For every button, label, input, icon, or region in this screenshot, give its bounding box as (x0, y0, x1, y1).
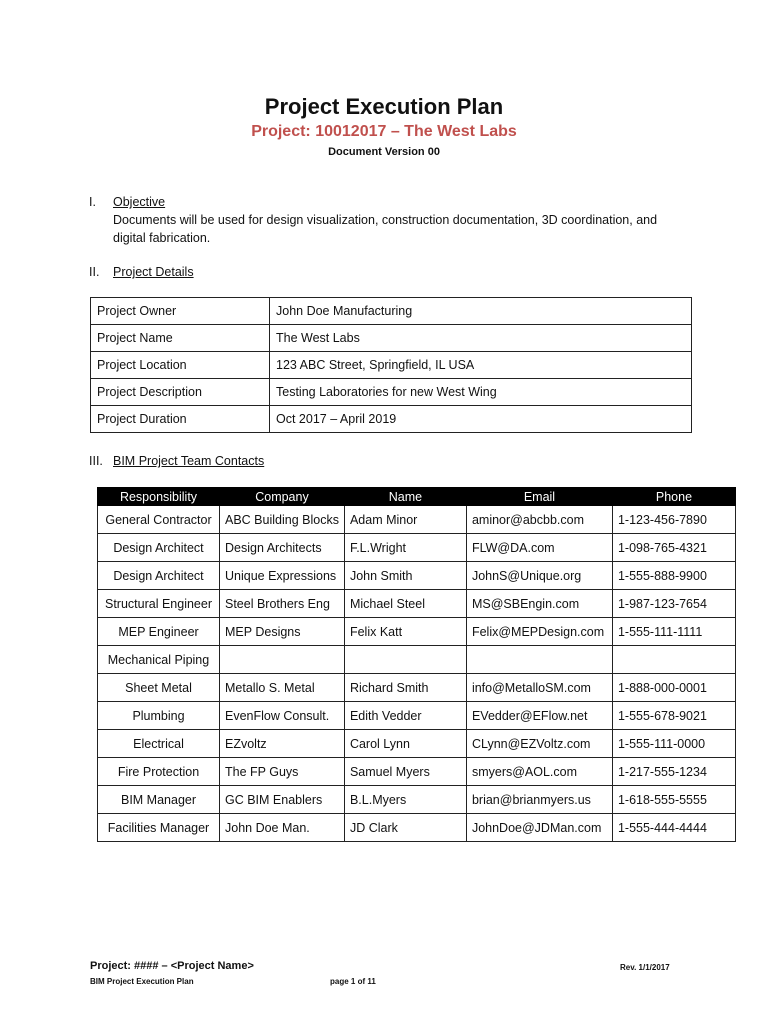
footer-page-number: page 1 of 11 (330, 977, 376, 986)
cell-company: John Doe Man. (220, 814, 345, 842)
detail-value: John Doe Manufacturing (270, 298, 692, 325)
cell-phone: 1-555-678-9021 (612, 702, 735, 730)
project-subtitle: Project: 10012017 – The West Labs (251, 123, 517, 140)
table-header-row (98, 488, 736, 506)
cell-phone: 1-217-555-1234 (612, 758, 735, 786)
section-number: I. (89, 195, 96, 209)
cell-name (344, 646, 466, 674)
cell-email: FLW@DA.com (466, 534, 612, 562)
cell-email: MS@SBEngin.com (466, 590, 612, 618)
cell-phone: 1-555-888-9900 (612, 562, 735, 590)
cell-responsibility: Sheet Metal (98, 674, 220, 702)
cell-email: CLynn@EZVoltz.com (466, 730, 612, 758)
cell-company: EZvoltz (220, 730, 345, 758)
table-row (91, 379, 692, 406)
cell-company: EvenFlow Consult. (220, 702, 345, 730)
cell-name: Richard Smith (344, 674, 466, 702)
cell-name: F.L.Wright (344, 534, 466, 562)
table-row (98, 618, 736, 646)
cell-company: Unique Expressions (220, 562, 345, 590)
detail-key: Project Name (91, 325, 270, 352)
table-row (98, 562, 736, 590)
cell-phone: 1-555-111-0000 (612, 730, 735, 758)
column-header-name: Name (344, 488, 466, 506)
column-header-email: Email (466, 488, 612, 506)
cell-responsibility: Plumbing (98, 702, 220, 730)
table-row (91, 406, 692, 433)
cell-responsibility: MEP Engineer (98, 618, 220, 646)
cell-email: aminor@abcbb.com (466, 506, 612, 534)
section-number: II. (89, 265, 100, 279)
cell-name: John Smith (344, 562, 466, 590)
section-objective-heading (89, 195, 165, 209)
table-row (98, 730, 736, 758)
detail-key: Project Description (91, 379, 270, 406)
table-row (91, 352, 692, 379)
detail-value: Testing Laboratories for new West Wing (270, 379, 692, 406)
cell-phone: 1-123-456-7890 (612, 506, 735, 534)
cell-phone (612, 646, 735, 674)
table-row (98, 702, 736, 730)
table-row (98, 534, 736, 562)
section-project-details-heading (89, 265, 194, 279)
detail-value: 123 ABC Street, Springfield, IL USA (270, 352, 692, 379)
cell-email: Felix@MEPDesign.com (466, 618, 612, 646)
cell-responsibility: Structural Engineer (98, 590, 220, 618)
cell-name: JD Clark (344, 814, 466, 842)
cell-phone: 1-555-444-4444 (612, 814, 735, 842)
cell-company: Metallo S. Metal (220, 674, 345, 702)
section-number: III. (89, 454, 103, 468)
cell-company: The FP Guys (220, 758, 345, 786)
detail-key: Project Location (91, 352, 270, 379)
cell-email (466, 646, 612, 674)
cell-responsibility: Fire Protection (98, 758, 220, 786)
cell-company: Design Architects (220, 534, 345, 562)
table-row (98, 674, 736, 702)
cell-email: EVedder@EFlow.net (466, 702, 612, 730)
page-title: Project Execution Plan (264, 94, 504, 119)
cell-name: Michael Steel (344, 590, 466, 618)
cell-name: Samuel Myers (344, 758, 466, 786)
cell-responsibility: Facilities Manager (98, 814, 220, 842)
footer-revision: Rev. 1/1/2017 (620, 963, 670, 972)
detail-value: Oct 2017 – April 2019 (270, 406, 692, 433)
cell-phone: 1-555-111-1111 (612, 618, 735, 646)
section-heading: Objective (113, 195, 166, 209)
detail-key: Project Owner (91, 298, 270, 325)
cell-company: MEP Designs (220, 618, 345, 646)
detail-value: The West Labs (270, 325, 692, 352)
cell-email: JohnS@Unique.org (466, 562, 612, 590)
cell-name: Adam Minor (344, 506, 466, 534)
footer-project: Project: #### – <Project Name> (90, 960, 254, 972)
footer-plan-name: BIM Project Execution Plan (90, 977, 194, 986)
cell-email: JohnDoe@JDMan.com (466, 814, 612, 842)
cell-responsibility: Mechanical Piping (98, 646, 220, 674)
table-row (98, 646, 736, 674)
detail-key: Project Duration (91, 406, 270, 433)
section-team-contacts-heading (89, 454, 264, 468)
cell-company: GC BIM Enablers (220, 786, 345, 814)
table-row (98, 506, 736, 534)
cell-responsibility: Design Architect (98, 562, 220, 590)
cell-email: smyers@AOL.com (466, 758, 612, 786)
section-heading: BIM Project Team Contacts (113, 454, 265, 468)
document-version: Document Version 00 (328, 146, 440, 158)
cell-company: Steel Brothers Eng (220, 590, 345, 618)
cell-phone: 1-618-555-5555 (612, 786, 735, 814)
cell-name: B.L.Myers (344, 786, 466, 814)
cell-responsibility: BIM Manager (98, 786, 220, 814)
cell-company: ABC Building Blocks (220, 506, 345, 534)
column-header-phone: Phone (612, 488, 735, 506)
table-row (91, 298, 692, 325)
section-heading: Project Details (113, 265, 194, 279)
cell-name: Felix Katt (344, 618, 466, 646)
cell-company (220, 646, 345, 674)
cell-responsibility: Design Architect (98, 534, 220, 562)
table-row (98, 590, 736, 618)
table-row (98, 758, 736, 786)
contacts-body (98, 506, 736, 842)
column-header-responsibility: Responsibility (98, 488, 220, 506)
cell-name: Carol Lynn (344, 730, 466, 758)
cell-email: info@MetalloSM.com (466, 674, 612, 702)
cell-phone: 1-098-765-4321 (612, 534, 735, 562)
table-row (98, 786, 736, 814)
column-header-company: Company (220, 488, 345, 506)
cell-name: Edith Vedder (344, 702, 466, 730)
table-row (98, 814, 736, 842)
cell-phone: 1-888-000-0001 (612, 674, 735, 702)
project-details-table (90, 297, 692, 433)
table-row (91, 325, 692, 352)
objective-text: Documents will be used for design visualization, construction documentation, 3D coordination, and digital fabrication. (113, 213, 658, 245)
cell-responsibility: Electrical (98, 730, 220, 758)
team-contacts-table (97, 487, 736, 842)
cell-phone: 1-987-123-7654 (612, 590, 735, 618)
cell-email: brian@brianmyers.us (466, 786, 612, 814)
cell-responsibility: General Contractor (98, 506, 220, 534)
